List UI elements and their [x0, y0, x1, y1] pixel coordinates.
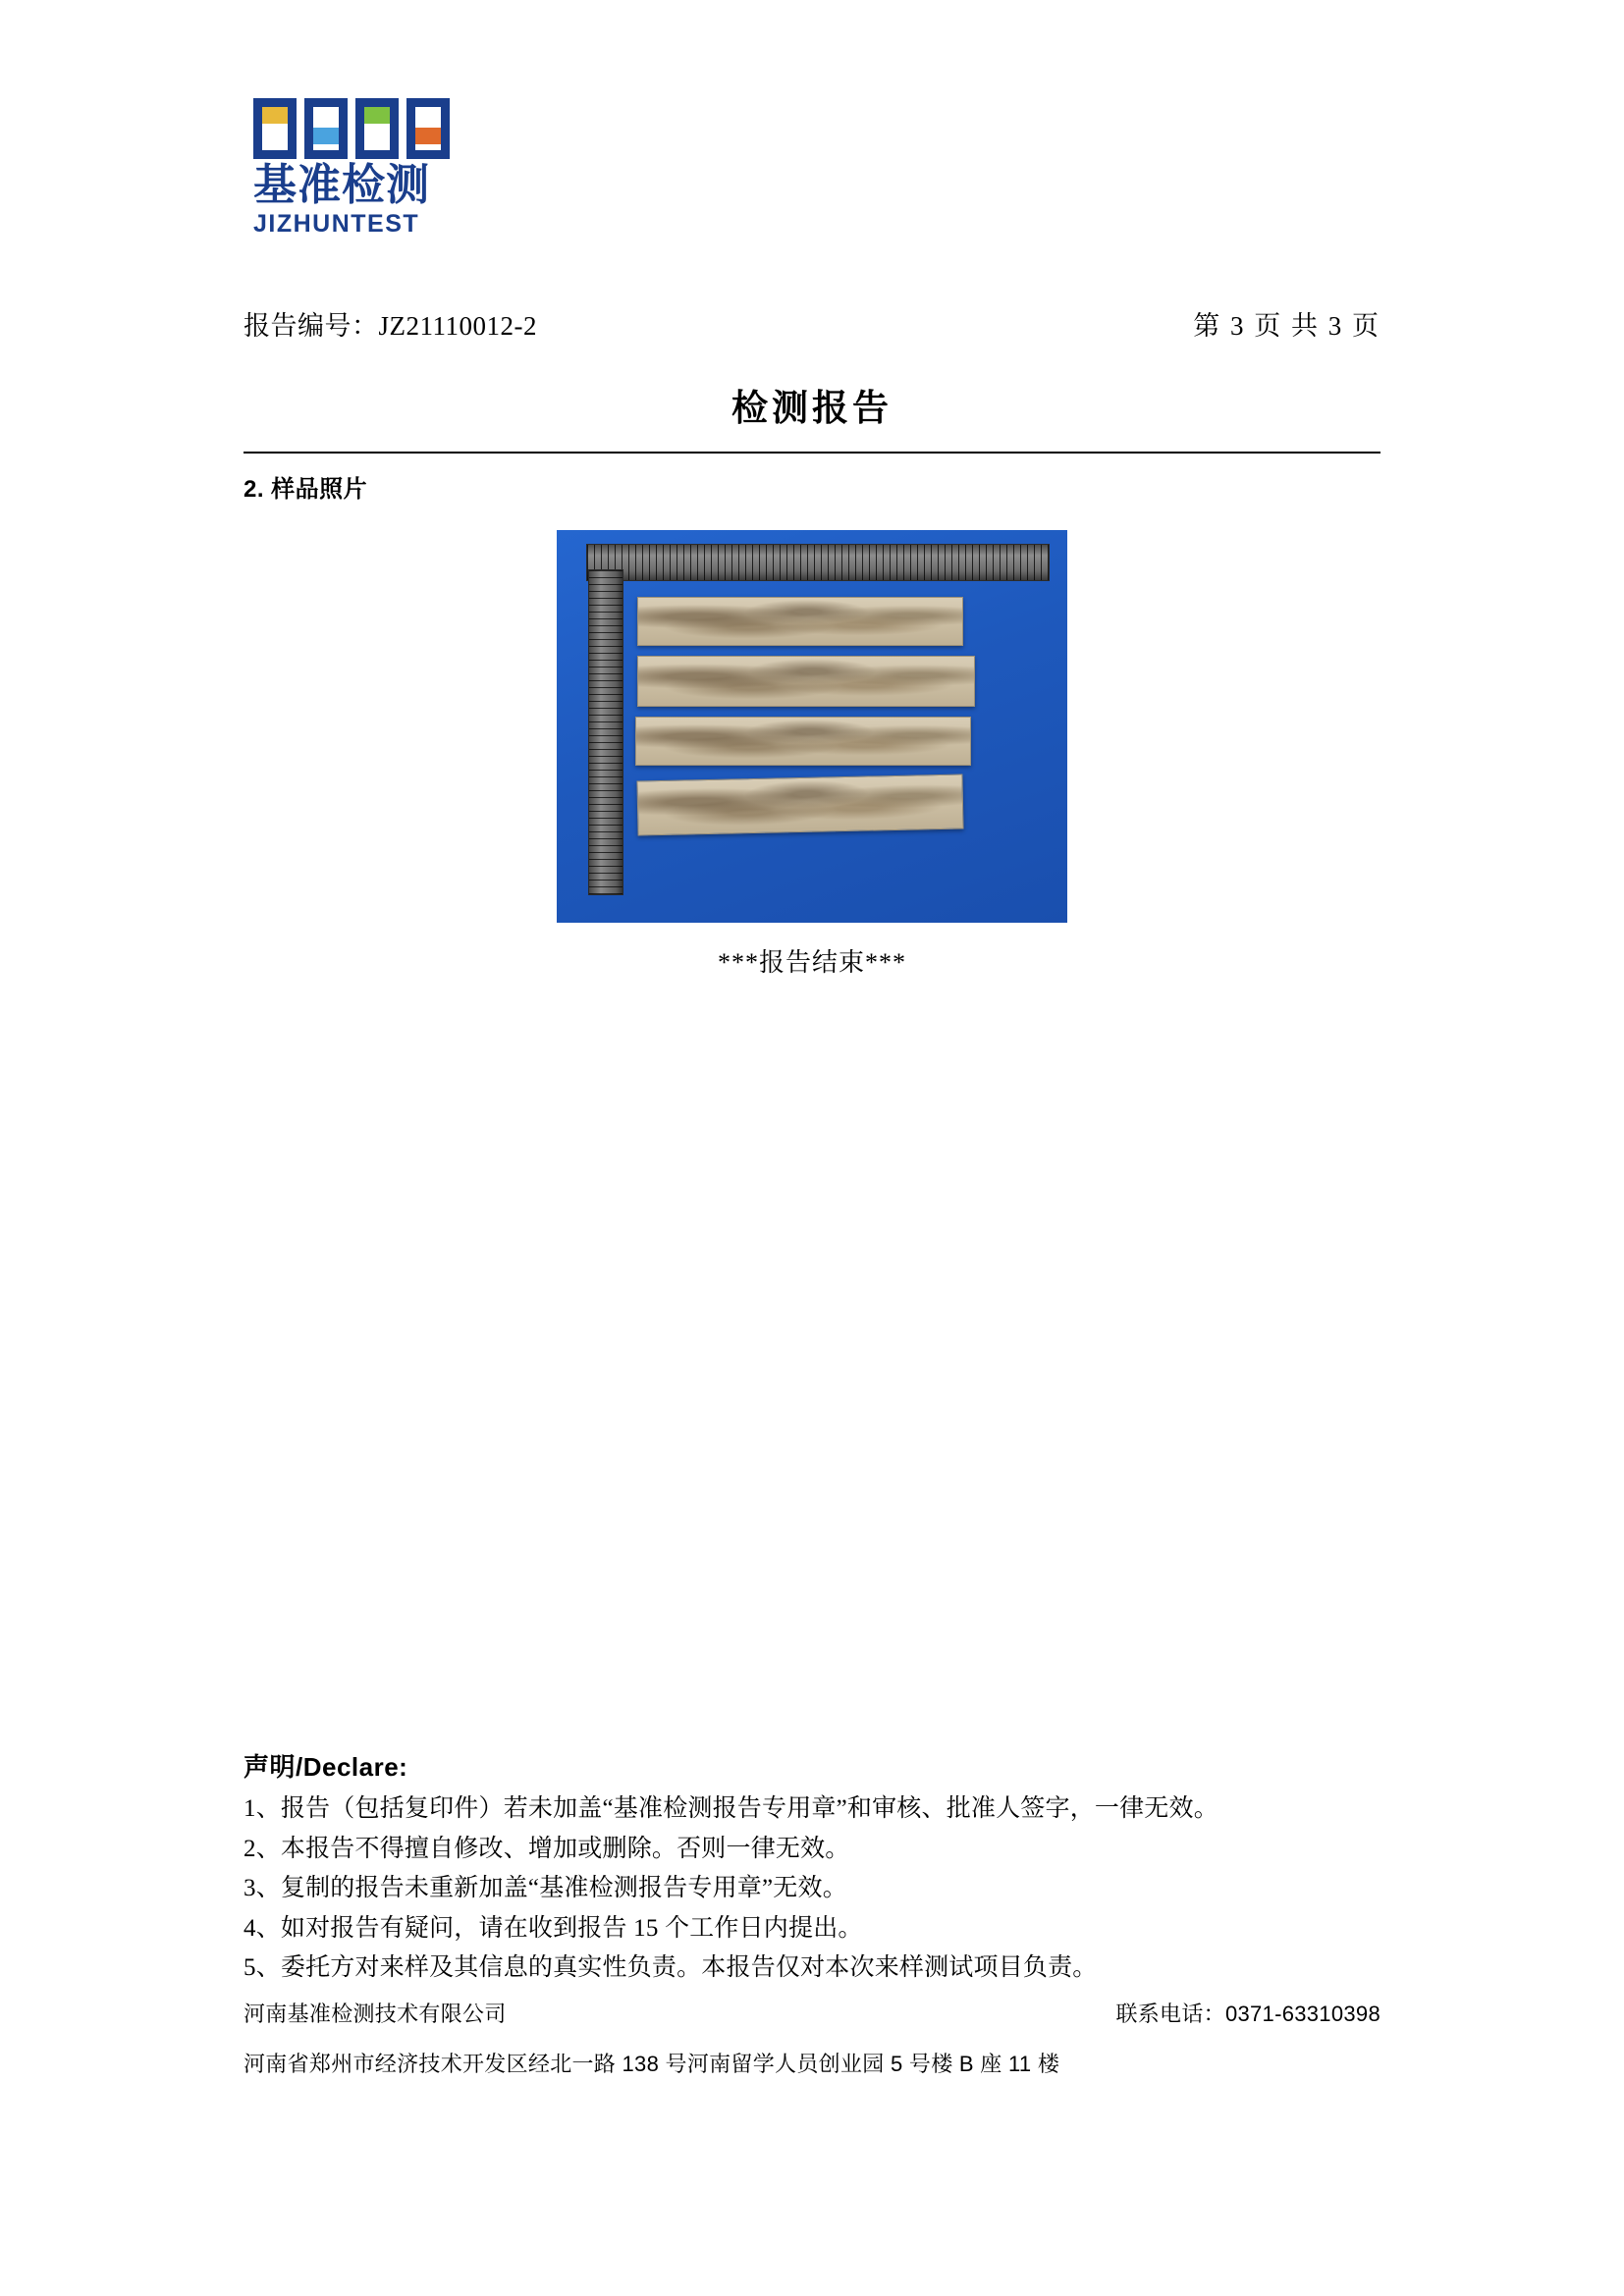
sample-coupon — [637, 656, 975, 707]
declare-item: 3、复制的报告未重新加盖“基准检测报告专用章”无效。 — [244, 1875, 847, 1901]
footer-telephone: 联系电话：0371-63310398 — [1115, 2002, 1380, 2026]
report-end-caption: ***报告结束*** — [717, 948, 906, 977]
sample-photo-container — [0, 530, 1624, 923]
document-footer — [244, 1998, 1380, 2078]
ruler-horizontal-ticks — [587, 545, 1049, 580]
ruler-vertical-icon — [588, 569, 623, 895]
footer-address: 河南省郑州市经济技术开发区经北一路 138 号河南留学人员创业园 5 号楼 B 座 11 楼 — [244, 2052, 1060, 2076]
ruler-vertical-ticks — [589, 570, 623, 894]
declare-item: 4、如对报告有疑问，请在收到报告 15 个工作日内提出。 — [244, 1914, 863, 1942]
section-heading-sample-photos: 2. 样品照片 — [244, 476, 368, 503]
declare-title: 声明/Declare: — [244, 1752, 408, 1782]
declare-item: 5、委托方对来样及其信息的真实性负责。本报告仅对本次来样测试项目负责。 — [244, 1954, 1098, 1981]
sample-photo-image — [557, 530, 1067, 923]
sample-coupon — [636, 774, 963, 836]
logo-english-name: JIZHUNTEST — [253, 210, 420, 239]
logo-chinese-name: 基准检测 — [253, 161, 430, 209]
ruler-horizontal-icon — [586, 544, 1050, 581]
page-number: 第 3 页 共 3 页 — [1193, 311, 1380, 341]
declare-block — [244, 1747, 1380, 1989]
footer-company-name: 河南基准检测技术有限公司 — [244, 2002, 507, 2026]
document-header — [244, 304, 1380, 343]
sample-coupon — [635, 717, 971, 766]
report-number: 报告编号：JZ21110012-2 — [244, 311, 537, 341]
declare-item: 2、本报告不得擅自修改、增加或删除。否则一律无效。 — [244, 1835, 850, 1862]
logo-mark-icon — [253, 98, 458, 159]
sample-coupon — [637, 597, 963, 646]
footer-contact-row — [244, 1998, 1380, 2028]
page-title: 检测报告 — [731, 388, 893, 428]
title-divider — [244, 452, 1380, 454]
company-logo — [253, 98, 479, 260]
declare-item: 1、报告（包括复印件）若未加盖“基准检测报告专用章”和审核、批准人签字，一律无效。 — [244, 1795, 1218, 1822]
